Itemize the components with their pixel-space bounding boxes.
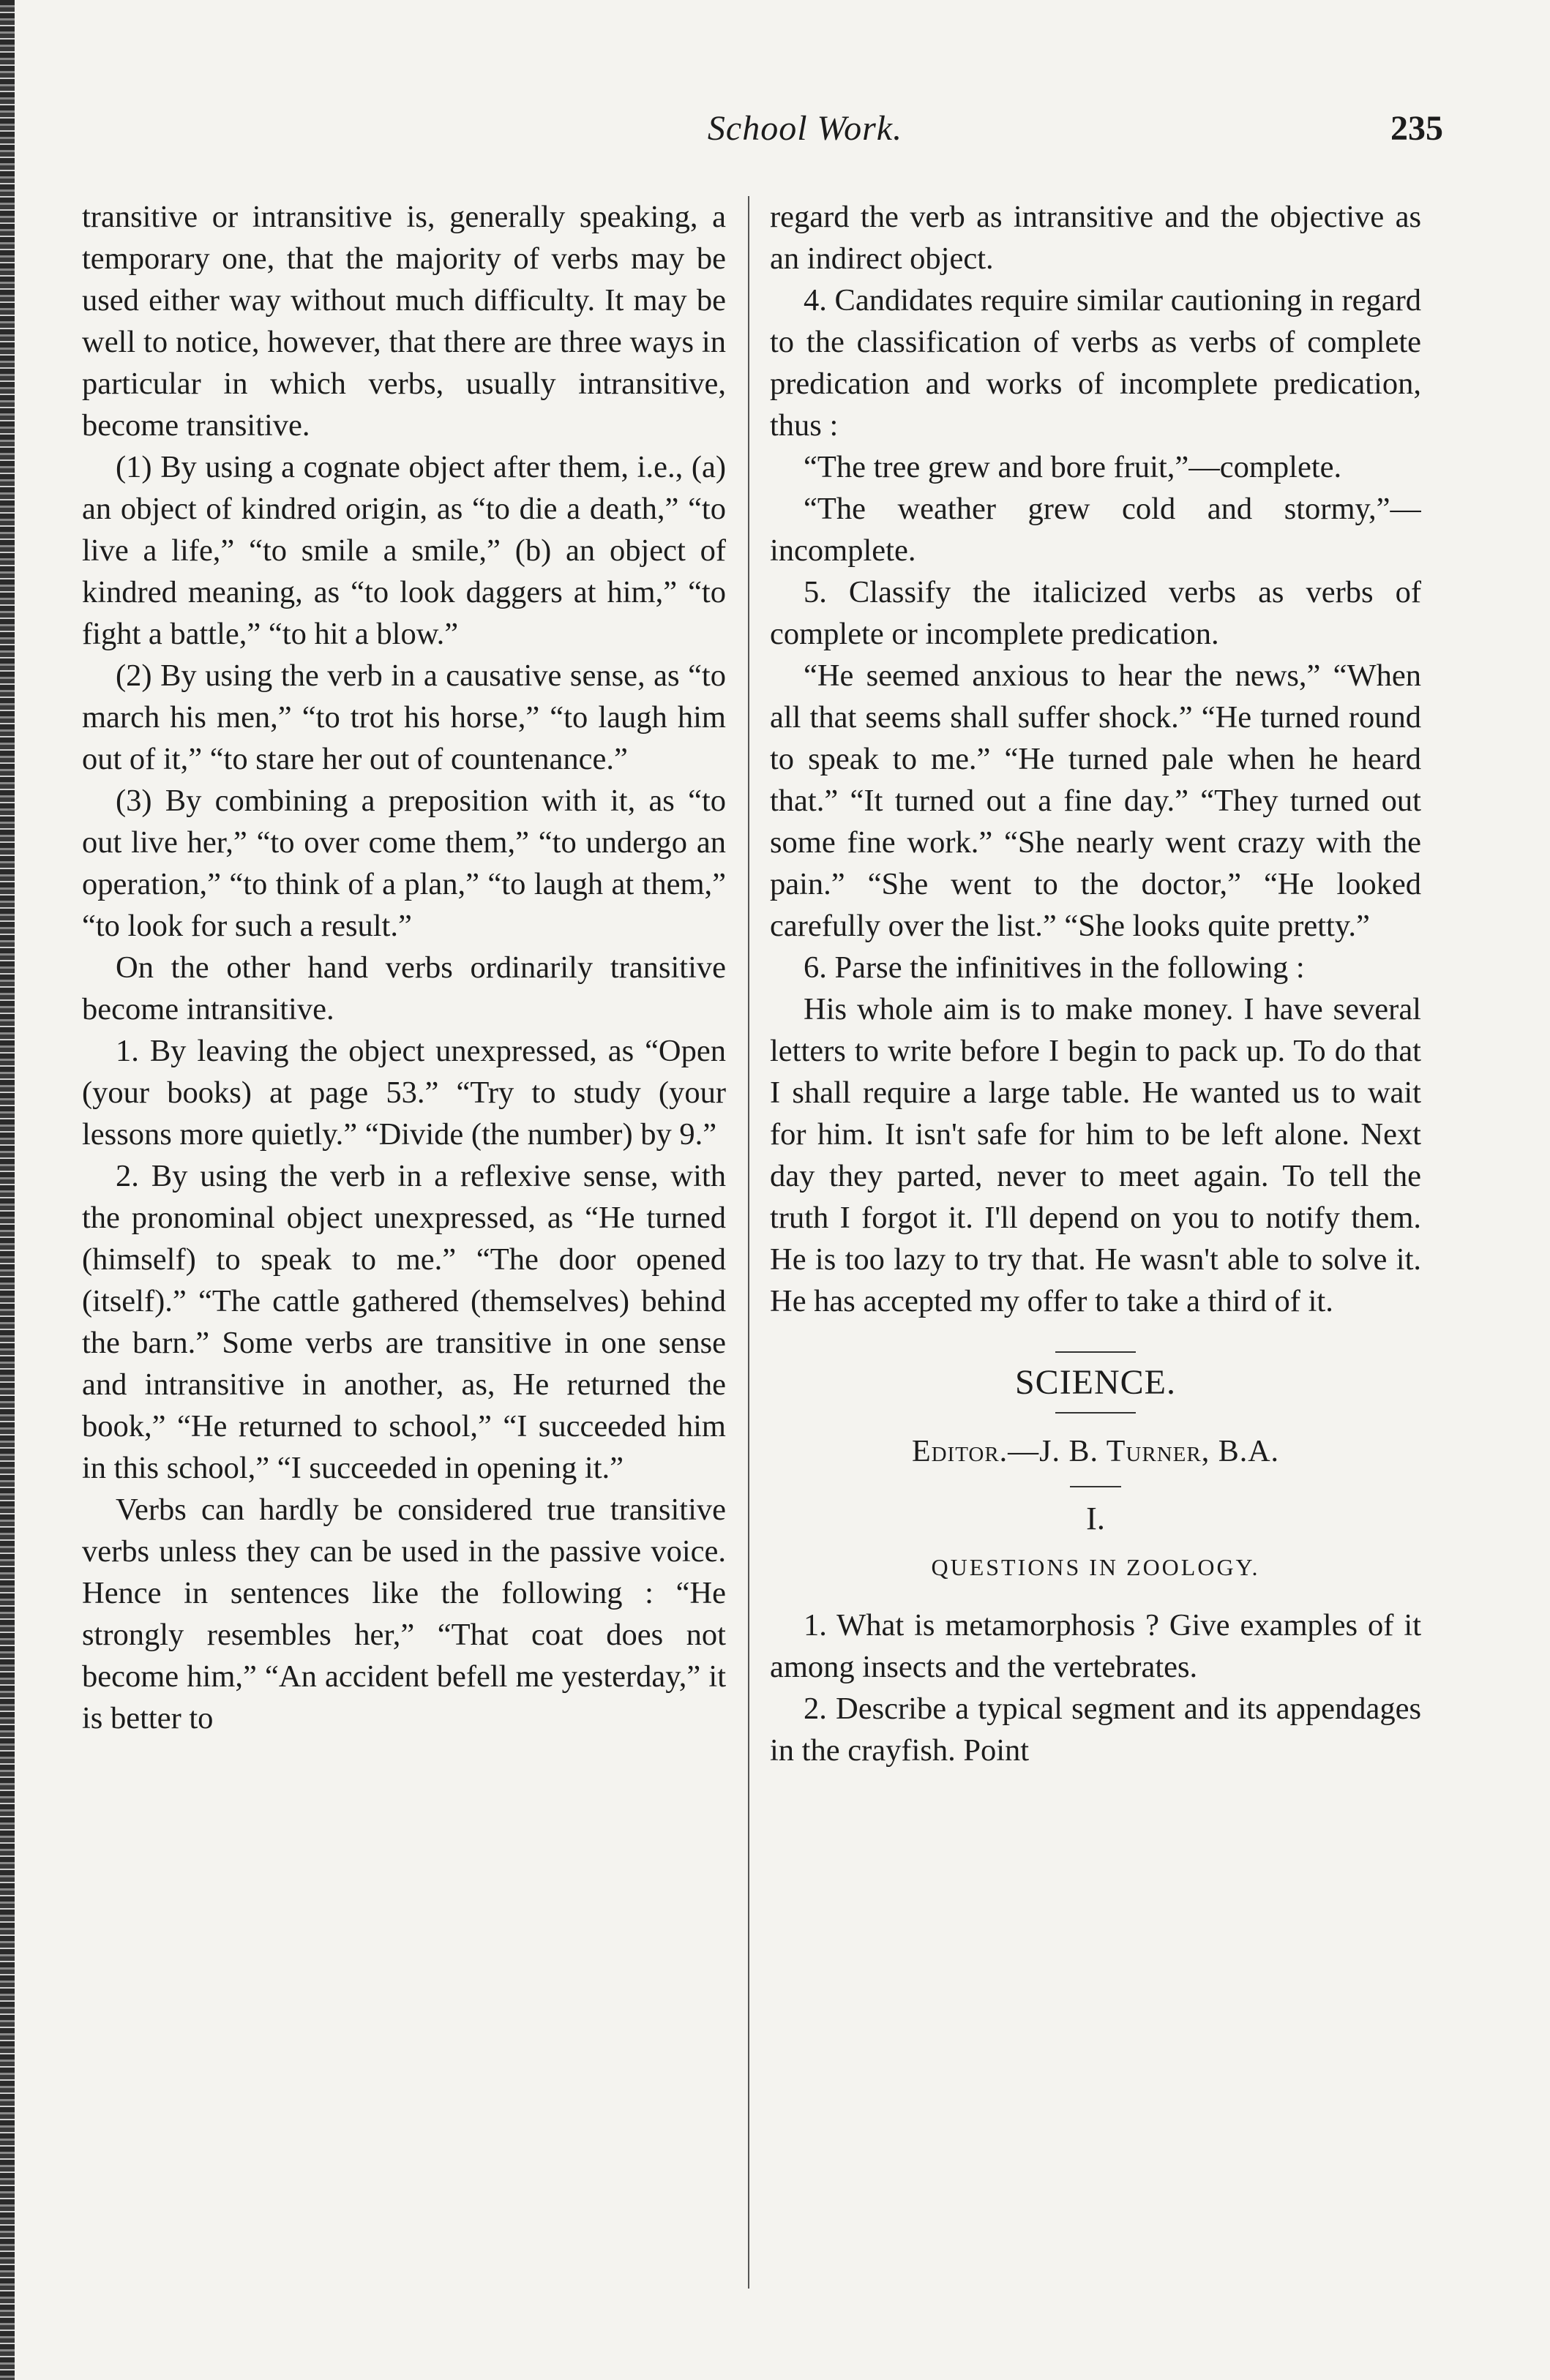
example-sentences: “He seemed anxious to hear the news,” “When all that seems shall suffer shock.” “He turned round to speak to me.” “He turned pale when he heard that.” “It turned out a fine day.” “They turned out some fine work.” “She nearly went crazy with the pain.” “She went to the doctor,” “He looked carefully over the list.” “She looks quite pretty.” [770, 658, 1421, 943]
running-title: School Work. [707, 109, 903, 148]
paragraph: 4. Candidates require similar cautioning in regard to the classification of verbs as verbs of complete predication and works of incomplete predication, thus : [770, 283, 1421, 443]
paragraph: 1. By leaving the object unexpressed, as “Open (your books) at page 53.” “Try to study (your lessons more quietly.” “Divide (the number) by 9.” [82, 1034, 726, 1152]
section-heading: SCIENCE. [1014, 1363, 1176, 1402]
paragraph: (1) By using a cognate object after them, i.e., (a) an object of kindred origin, as “to die a death,” “to live a life,” “to smile a smile,” (b) an object of kindred meaning, as “to look daggers at him,” “to fight a battle,” “to hit a blow.” [82, 450, 726, 651]
editor-line: Editor.—J. B. Turner, B.A. [911, 1435, 1280, 1468]
subheading: QUESTIONS IN ZOOLOGY. [931, 1554, 1260, 1580]
question: 2. Describe a typical segment and its appendages in the crayfish. Point [770, 1692, 1421, 1768]
paragraph: Verbs can hardly be considered true transitive verbs unless they can be used in the passive voice. Hence in sentences like the following : “He strongly resembles her,” “That coat does not become him,” “An accident befell me yesterday,” it is better to [82, 1493, 726, 1735]
page-number: 235 [1390, 109, 1443, 148]
paragraph: regard the verb as intransitive and the objective as an indirect object. [770, 200, 1421, 276]
column-divider [748, 196, 749, 2289]
question: 1. What is metamorphosis ? Give examples of it among insects and the vertebrates. [770, 1608, 1421, 1684]
paragraph: On the other hand verbs ordinarily transitive become intransitive. [82, 950, 726, 1026]
section-divider [1070, 1486, 1121, 1487]
example-line: “The tree grew and bore fruit,”—complete. [804, 450, 1342, 484]
right-column [770, 196, 1421, 2289]
left-column [82, 196, 726, 2289]
section-number: I. [1086, 1501, 1105, 1536]
paragraph: 5. Classify the italicized verbs as verbs of complete or incomplete predication. [770, 575, 1421, 651]
page-header [0, 102, 1550, 161]
paragraph: transitive or intransitive is, generally speaking, a temporary one, that the majority of verbs may be used either way without much difficulty. It may be well to notice, however, that there are three ways in particular in which verbs, usually intransitive, become transitive. [82, 200, 726, 443]
paragraph: 6. Parse the infinitives in the following : [804, 950, 1305, 985]
paragraph: (3) By combining a preposition with it, as “to out live her,” “to over come them,” “to undergo an operation,” “to think of a plan,” “to laugh at them,” “to look for such a result.” [82, 784, 726, 943]
example-sentences: His whole aim is to make money. I have several letters to write before I begin to pack up. To do that I shall require a large table. He wanted us to wait for him. It isn't safe for him to be left alone. Next day they parted, never to meet again. To tell the truth I forgot it. I'll depend on you to notify them. He is too lazy to try that. He wasn't able to solve it. He has accepted my offer to take a third of it. [770, 992, 1421, 1318]
example-line: “The weather grew cold and stormy,”—incomplete. [770, 492, 1421, 568]
section-divider [1055, 1351, 1136, 1353]
section-divider [1055, 1412, 1136, 1414]
paragraph: 2. By using the verb in a reflexive sense, with the pronominal object unexpressed, as “He turned (himself) to speak to me.” “The door opened (itself).” “The cattle gathered (themselves) behind the barn.” Some verbs are transitive in one sense and intransitive in another, as, He returned the book,” “He returned to school,” “I succeeded him in this school,” “I succeeded in opening it.” [82, 1159, 726, 1485]
book-binding-edge [0, 0, 15, 2380]
paragraph: (2) By using the verb in a causative sense, as “to march his men,” “to trot his horse,” “to laugh him out of it,” “to stare her out of countenance.” [82, 658, 726, 776]
